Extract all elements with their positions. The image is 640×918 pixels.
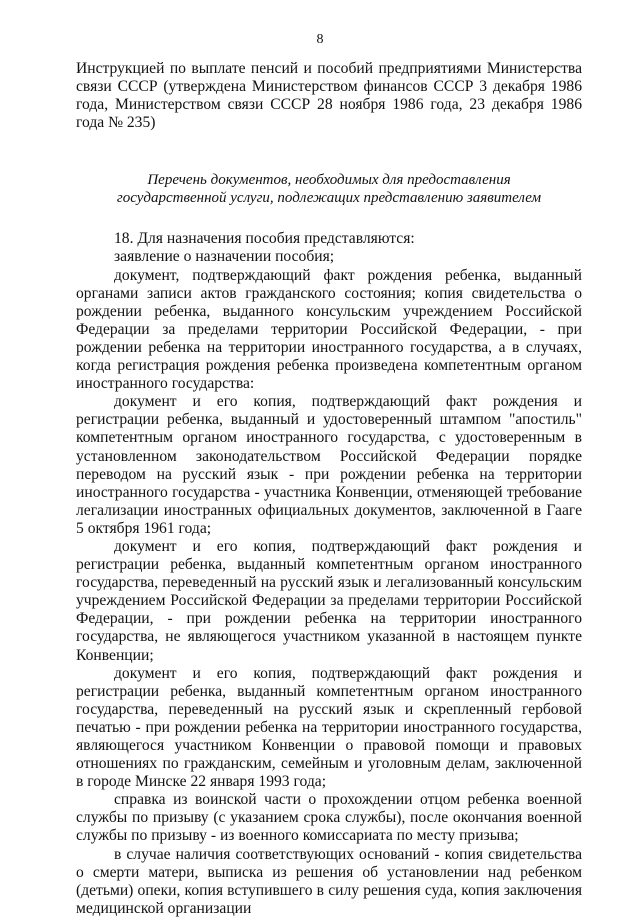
paragraph-item-18: 18. Для назначения пособия представляются:: [114, 230, 415, 248]
page-number: 8: [316, 32, 324, 47]
paragraph-minsk-convention-document: документ и его копия, подтверждающий факт рождения и регистрации ребенка, выданный компетентным органом иностранного государства, переведенный на русский язык и скрепленный гербовой печатью - при рождении ребенка на территории иностранного государства, являющегося участником Конвенции о правовой помощи и правовых отношениях по гражданским, семейным и уголовным делам, заключенной в городе Минске 22 января 1993 года;: [76, 664, 582, 791]
section-heading-line-2: государственной услуги, подлежащих представлению заявителем: [116, 190, 542, 207]
paragraph-military-certificate: справка из воинской части о прохождении отцом ребенка военной службы по призыву (с указанием срока службы), после окончания военной службы по призыву - из военного комиссариата по месту призыва;: [76, 791, 582, 845]
paragraph-application: заявление о назначении пособия;: [114, 248, 335, 266]
paragraph-birth-document: документ, подтверждающий факт рождения ребенка, выданный органами записи актов гражданского состояния; копия свидетельства о рождении ребенка, выданного консульским учреждением Российской Федерации за пределами территории Российской Федерации, - при рождении ребенка на территории иностранного государства, а в случаях, когда регистрация рождения ребенка произведена компетентным органом иностранного государства:: [76, 266, 582, 393]
paragraph-apostille-document: документ и его копия, подтверждающий факт рождения и регистрации ребенка, выданный и удостоверенный штампом "апостиль" компетентным органом иностранного государства, с удостоверенным в установленном законодательством Российской Федерации порядке переводом на русский язык - при рождении ребенка на территории иностранного государства - участника Конвенции, отменяющей требование легализации иностранных официальных документов, заключенной в Гааге 5 октября 1961 года;: [76, 393, 582, 537]
section-heading-line-1: Перечень документов, необходимых для предоставления: [147, 172, 511, 189]
section-heading: [76, 171, 582, 207]
intro-paragraph: Инструкцией по выплате пенсий и пособий предприятиями Министерства связи СССР (утверждена Министерством финансов СССР 3 декабря 1986 года, Министерством связи СССР 28 ноября 1986 года, 23 декабря 1986 года № 235): [76, 60, 582, 132]
paragraph-legalized-document: документ и его копия, подтверждающий факт рождения и регистрации ребенка, выданный компетентным органом иностранного государства, переведенный на русский язык и легализованный консульским учреждением Российской Федерации за пределами территории Российской Федерации, - при рождении ребенка на территории иностранного государства, не являющегося участником указанной в настоящем пункте Конвенции;: [76, 537, 582, 664]
paragraph-additional-grounds: в случае наличия соответствующих оснований - копия свидетельства о смерти матери, выписка из решения об установлении над ребенком (детьми) опеки, копия вступившего в силу решения суда, копия заключения медицинской организации: [76, 845, 582, 917]
document-body: [76, 60, 582, 918]
